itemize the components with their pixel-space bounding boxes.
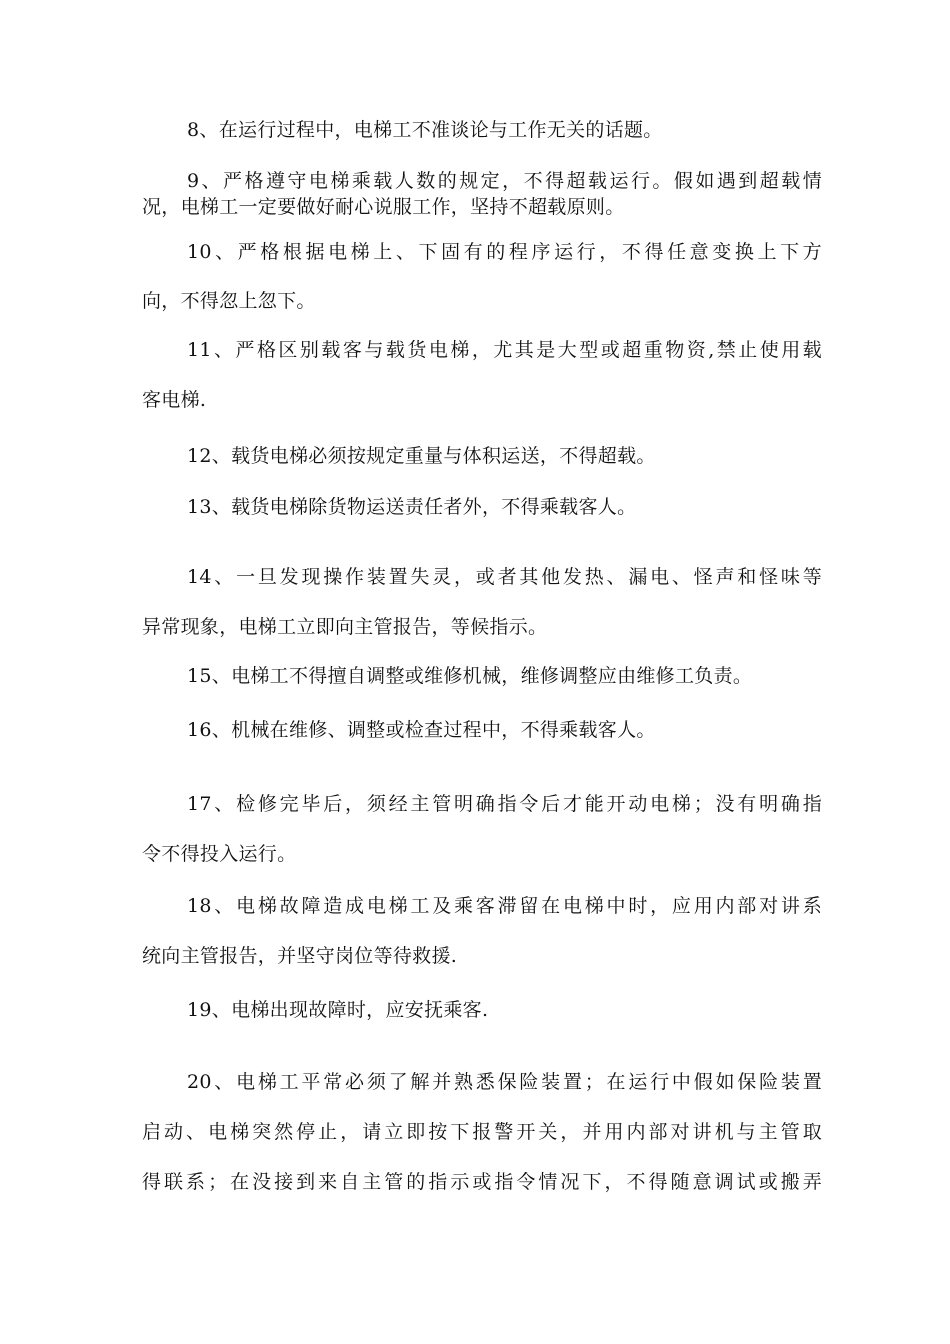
rule-9-line-1: 9、严格遵守电梯乘载人数的规定，不得超载运行。假如遇到超载情 (187, 170, 822, 192)
rule-18-line-1: 18、电梯故障造成电梯工及乘客滞留在电梯中时，应用内部对讲系 (187, 895, 822, 917)
rule-8-line-1: 8、在运行过程中，电梯工不准谈论与工作无关的话题。 (187, 119, 663, 141)
rule-10-line-2: 向，不得忽上忽下。 (142, 290, 316, 312)
rule-15-line-1: 15、电梯工不得擅自调整或维修机械，维修调整应由维修工负责。 (187, 665, 753, 687)
rule-12-line-1: 12、载货电梯必须按规定重量与体积运送，不得超载。 (187, 445, 656, 467)
rule-11-line-2: 客电梯. (142, 389, 207, 411)
rule-11-line-1: 11、严格区别载客与载货电梯，尤其是大型或超重物资,禁止使用载 (187, 339, 822, 361)
rule-9-line-2: 况，电梯工一定要做好耐心说服工作，坚持不超载原则。 (142, 196, 625, 218)
rule-14-line-1: 14、一旦发现操作装置失灵，或者其他发热、漏电、怪声和怪味等 (187, 566, 822, 588)
rule-20-line-1: 20、电梯工平常必须了解并熟悉保险装置；在运行中假如保险装置 (187, 1071, 822, 1093)
rule-18-line-2: 统向主管报告，并坚守岗位等待救援. (142, 945, 458, 967)
rule-10-line-1: 10、严格根据电梯上、下固有的程序运行，不得任意变换上下方 (187, 241, 822, 263)
rule-17-line-2: 令不得投入运行。 (142, 843, 297, 865)
rule-16-line-1: 16、机械在维修、调整或检查过程中，不得乘载客人。 (187, 719, 656, 741)
rule-20-line-2: 启动、电梯突然停止，请立即按下报警开关，并用内部对讲机与主管取 (142, 1121, 822, 1143)
rule-20-line-3: 得联系；在没接到来自主管的指示或指令情况下，不得随意调试或搬弄 (142, 1171, 822, 1193)
rule-19-line-1: 19、电梯出现故障时，应安抚乘客. (187, 999, 489, 1021)
rule-13-line-1: 13、载货电梯除货物运送责任者外，不得乘载客人。 (187, 496, 637, 518)
rule-14-line-2: 异常现象，电梯工立即向主管报告，等候指示。 (142, 616, 548, 638)
rule-17-line-1: 17、检修完毕后，须经主管明确指令后才能开动电梯；没有明确指 (187, 793, 822, 815)
